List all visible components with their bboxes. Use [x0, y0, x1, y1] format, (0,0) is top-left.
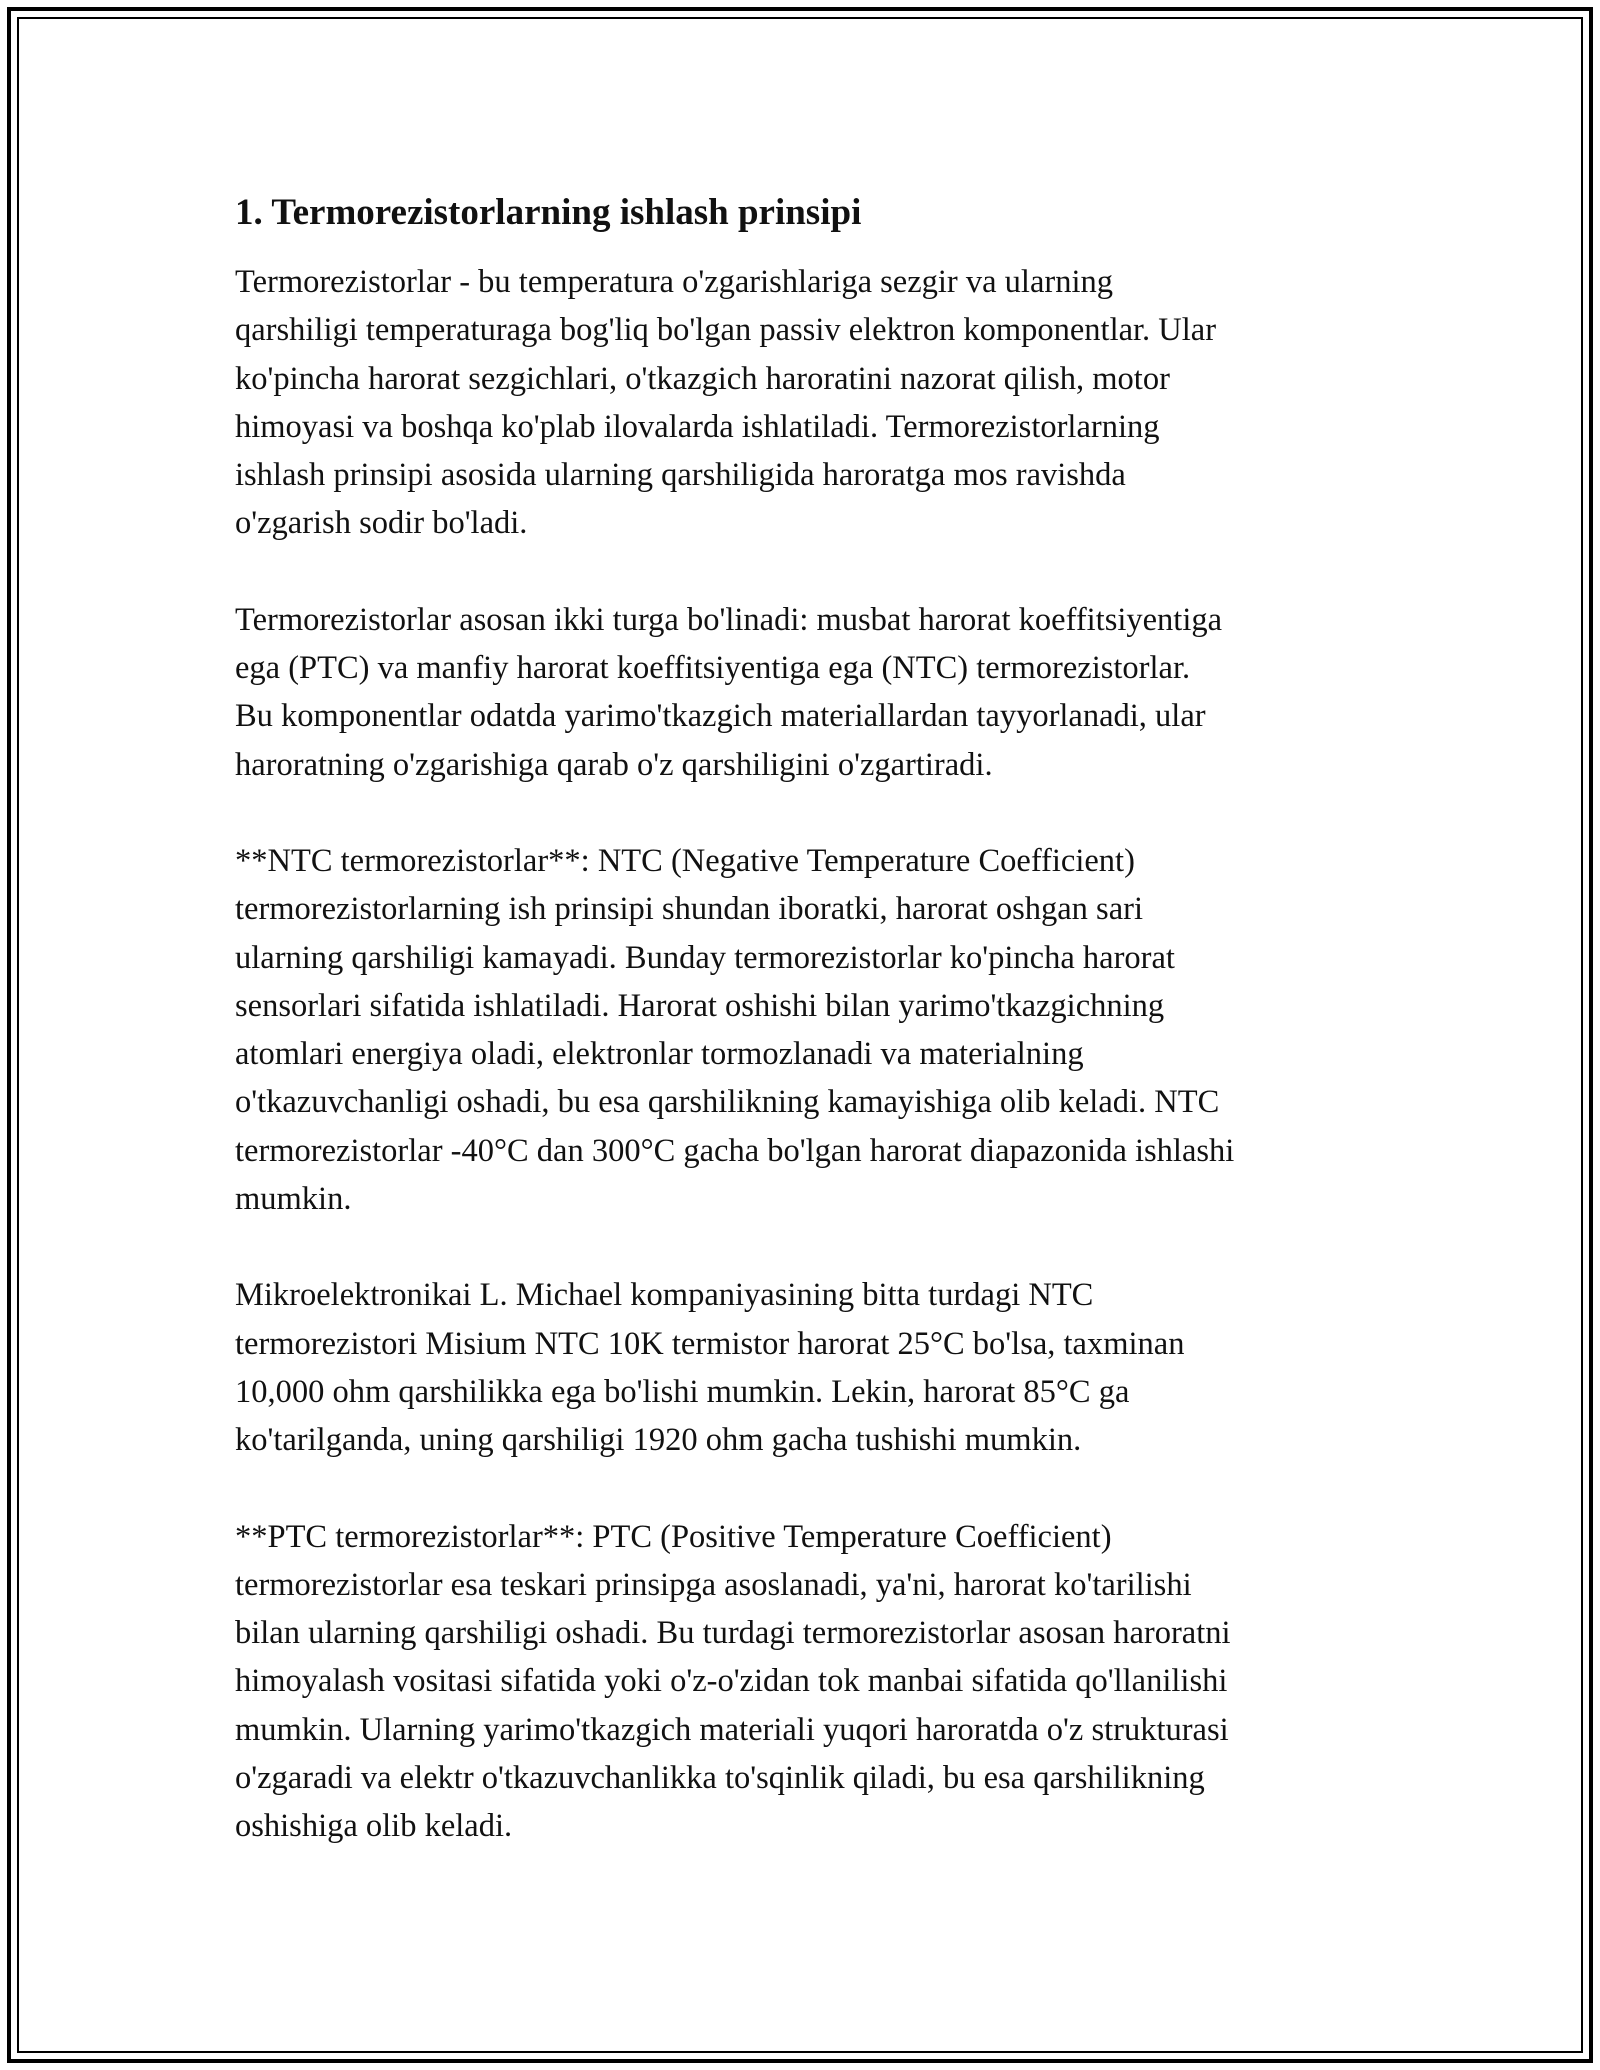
paragraph-intro: Termorezistorlar - bu temperatura o'zgarishlariga sezgir va ularning qarshiligi temperaturaga bog'liq bo'lgan passiv elektron komponentlar. Ular ko'pincha harorat sezgichlari, o'tkazgich haroratini nazorat qilish, motor himoyasi va boshqa ko'plab ilovalarda ishlatiladi. Termorezistorlarning ishlash prinsipi asosida ularning qarshiligida haroratga mos ravishda o'zgarish sodir bo'ladi. — [235, 264, 1217, 542]
paragraph-types: Termorezistorlar asosan ikki turga bo'linadi: musbat harorat koeffitsiyentiga ega (PTC) va manfiy harorat koeffitsiyentiga ega (NTC) termorezistorlar. Bu komponentlar odatda yarimo'tkazgich materiallardan tayyorlanadi, ular haroratning o'zgarishiga qarab o'z qarshiligini o'zgartiradi. — [235, 601, 1223, 783]
paragraph-ntc-example: Mikroelektronikai L. Michael kompaniyasining bitta turdagi NTC termorezistori Misium NTC 10K termistor harorat 25°C bo'lsa, taxminan 10,000 ohm qarshilikka ega bo'lishi mumkin. Lekin, harorat 85°C ga ko'tarilganda, uning qarshiligi 1920 ohm gacha tushishi mumkin. — [235, 1277, 1185, 1459]
document-body — [235, 188, 1375, 1899]
section-heading: 1. Termorezistorlarning ishlash prinsipi — [235, 192, 862, 233]
paragraph-ptc: **PTC termorezistorlar**: PTC (Positive Temperature Coefficient) termorezistorlar esa teskari prinsipga asoslanadi, ya'ni, harorat ko'tarilishi bilan ularning qarshiligi oshadi. Bu turdagi termorezistorlar asosan haroratni himoyalash vositasi sifatida yoki o'z-o'zidan tok manbai sifatida qo'llanilishi mumkin. Ularning yarimo'tkazgich materiali yuqori haroratda o'z strukturasi o'zgaradi va elektr o'tkazuvchanlikka to'sqinlik qiladi, bu esa qarshilikning oshishiga olib keladi. — [235, 1518, 1231, 1845]
paragraph-ntc: **NTC termorezistorlar**: NTC (Negative Temperature Coefficient) termorezistorlarning ish prinsipi shundan iboratki, harorat oshgan sari ularning qarshiligi kamayadi. Bunday termorezistorlar ko'pincha harorat sensorlari sifatida ishlatiladi. Harorat oshishi bilan yarimo'tkazgichning atomlari energiya oladi, elektronlar tormozlanadi va materialning o'tkazuvchanligi oshadi, bu esa qarshilikning kamayishiga olib keladi. NTC termorezistorlar -40°C dan 300°C gacha bo'lgan harorat diapazonida ishlashi mumkin. — [235, 842, 1235, 1218]
